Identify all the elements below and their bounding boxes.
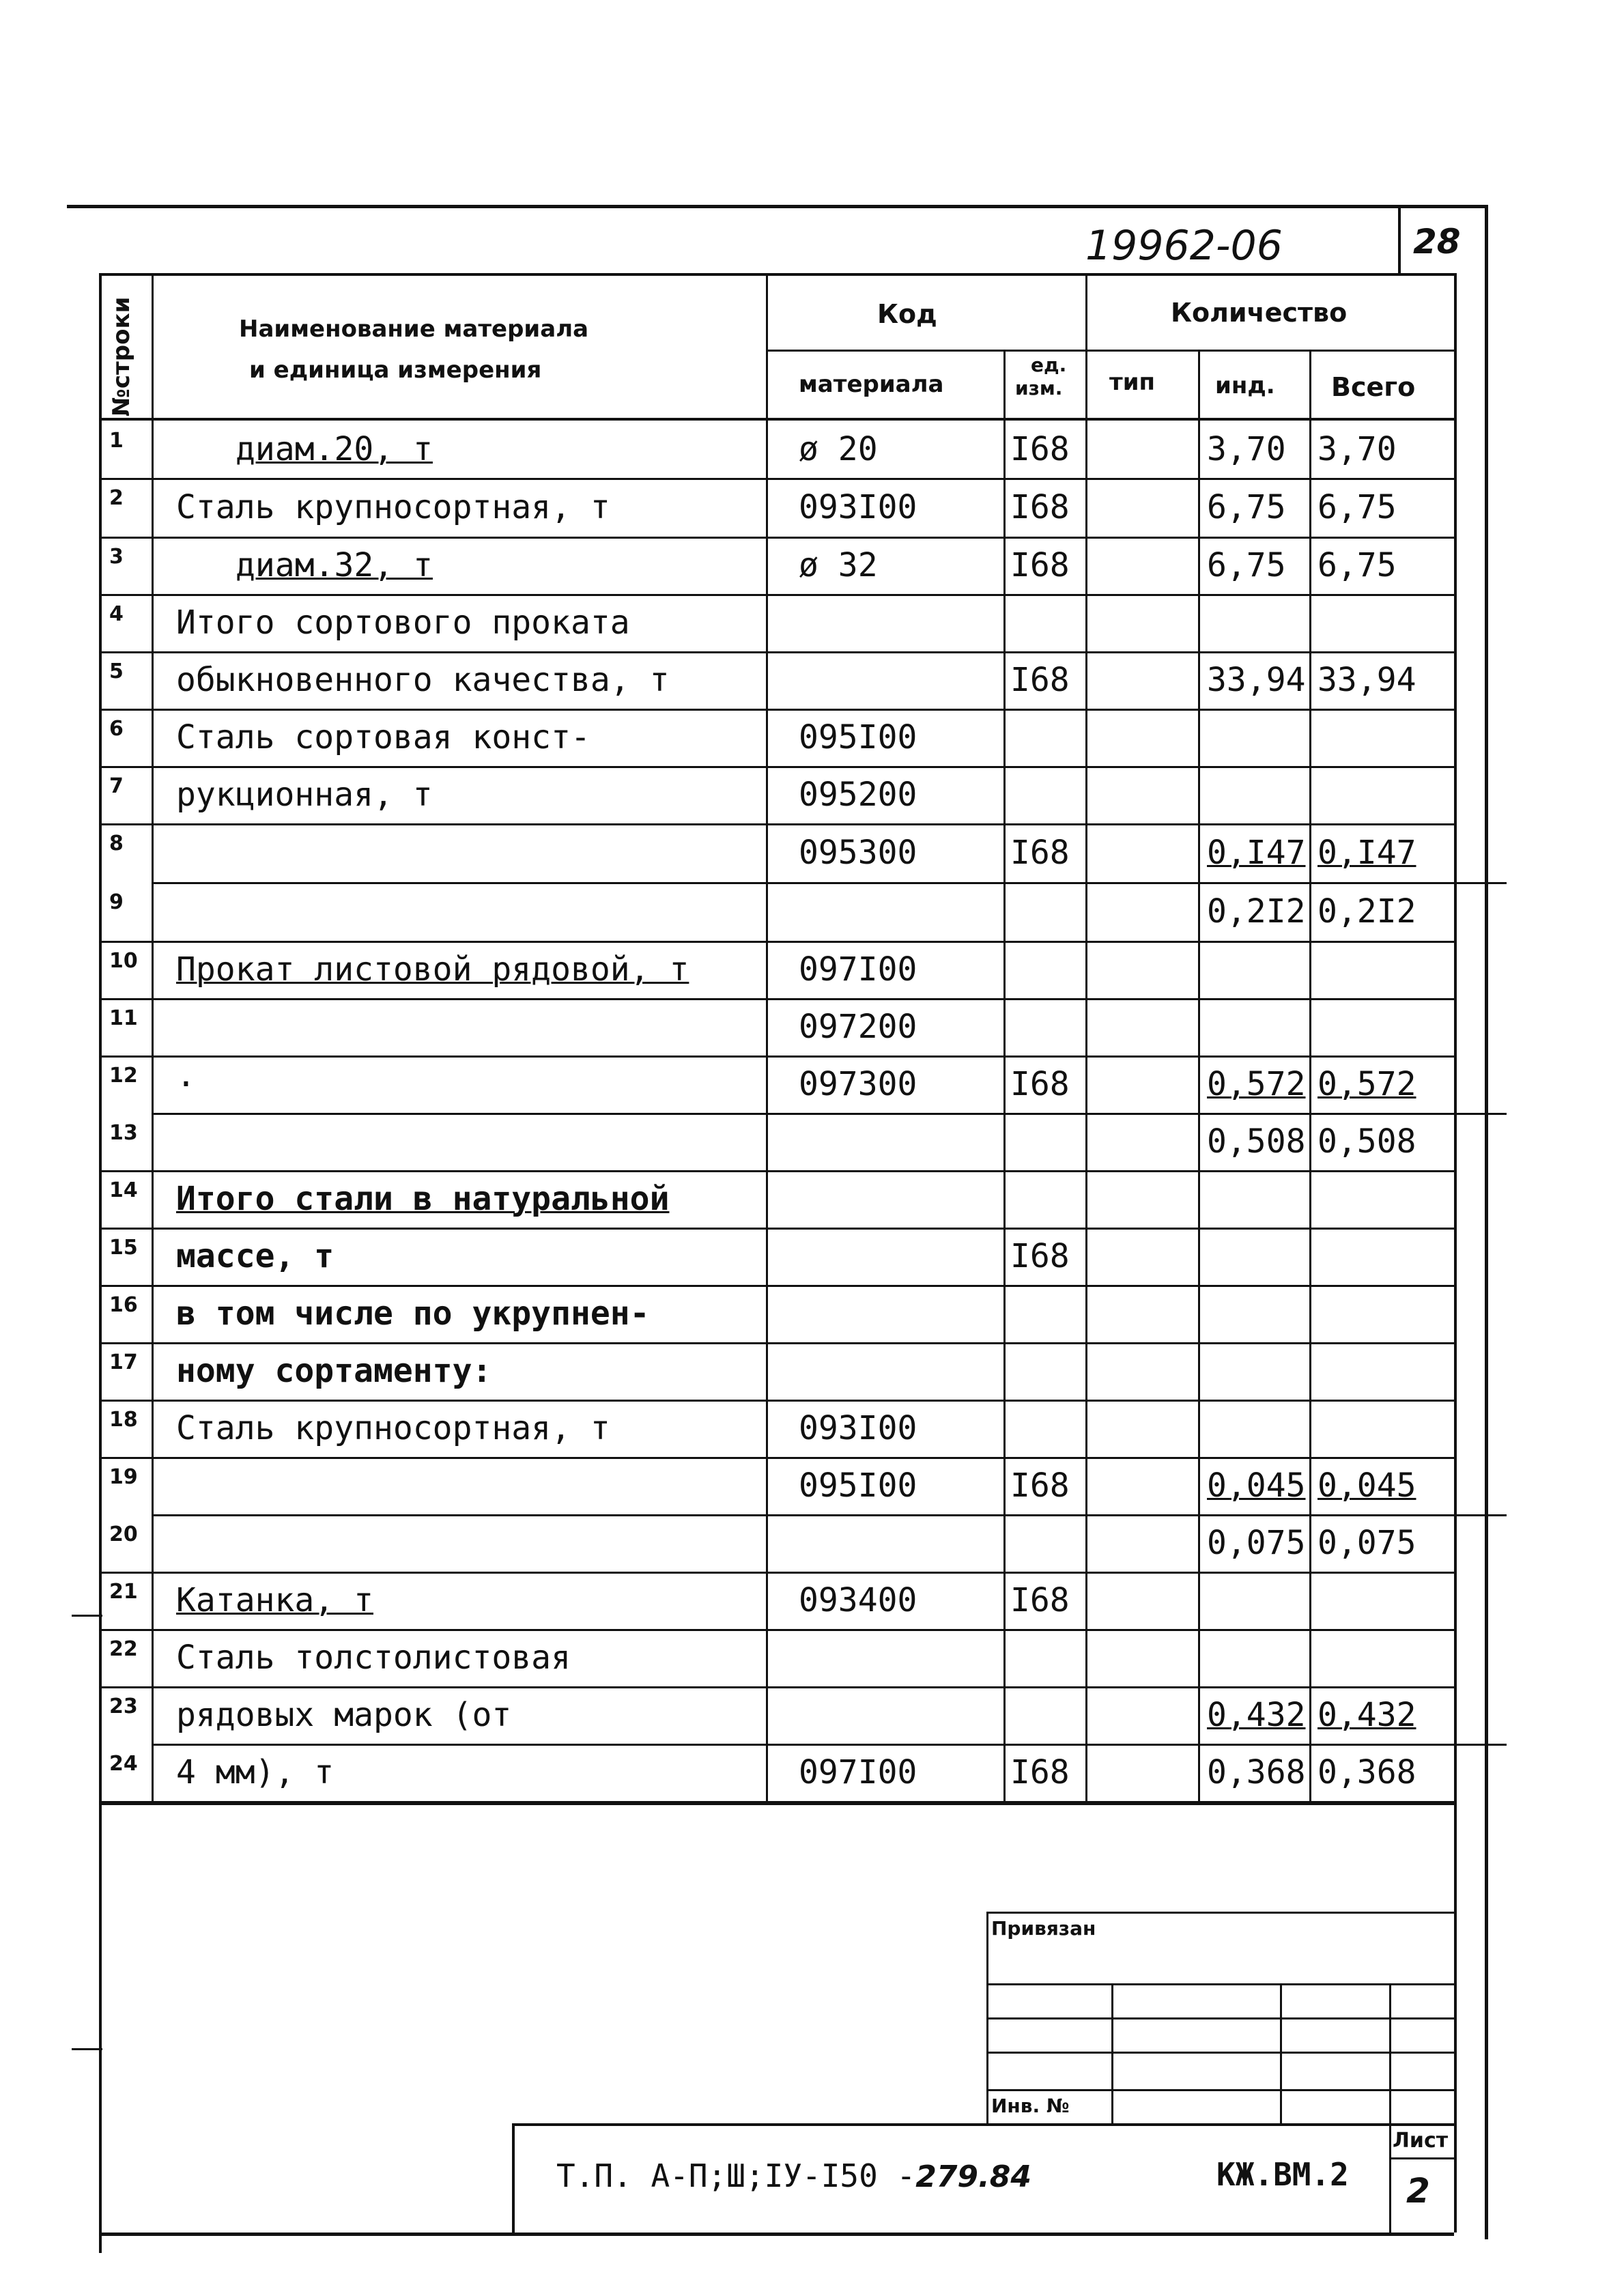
row-separator [99, 709, 1454, 711]
col-line-ind [1309, 350, 1311, 1802]
header-mid-line [766, 350, 1454, 352]
row-separator [99, 478, 1454, 480]
quantity-ind: 0,508 [1207, 1122, 1306, 1161]
row-separator [99, 594, 1454, 596]
quantity-header: Количество [1171, 298, 1348, 328]
row-separator [99, 1342, 1454, 1344]
row-number: 8 [109, 832, 124, 855]
row-number: 23 [109, 1695, 138, 1718]
row-separator [99, 1055, 1454, 1058]
col-line-type [1198, 350, 1200, 1802]
material-code: ø 20 [799, 430, 878, 468]
header-bottom-line [99, 418, 1454, 421]
quantity-ind: 0,368 [1207, 1753, 1306, 1791]
unit-header-line2: изм. [1015, 377, 1063, 399]
material-code: 097I00 [799, 1753, 917, 1791]
page-box-left [1398, 205, 1401, 273]
name-header-line1: Наименование материала [239, 315, 589, 343]
quantity-total: 0,572 [1317, 1065, 1416, 1103]
project-code-text: Т.П. А-П;Ш;IУ-I50 - [556, 2157, 916, 2194]
title-block-left [512, 2123, 515, 2236]
row-number: 19 [109, 1465, 138, 1489]
sheet-bottom-rule [99, 2233, 1454, 2236]
row-number: 4 [109, 602, 124, 626]
quantity-ind: 0,572 [1207, 1065, 1306, 1103]
material-code: 097200 [799, 1008, 917, 1046]
material-name: Сталь крупносортная, т [176, 1409, 610, 1447]
row-separator [99, 998, 1454, 1000]
title-block-sheet-divider [1389, 2123, 1391, 2236]
material-name: Сталь толстолистовая [176, 1639, 571, 1677]
row-separator [99, 1629, 1454, 1631]
row-separator [99, 1228, 1454, 1230]
quantity-ind: 6,75 [1207, 546, 1286, 584]
stamp-col2 [1280, 1983, 1282, 2123]
material-name: 4 мм), т [176, 1753, 334, 1791]
unit-code: I68 [1010, 1065, 1070, 1103]
material-header: материала [799, 371, 944, 398]
material-name: ному сортаменту: [176, 1352, 492, 1390]
row-separator [152, 1514, 1507, 1516]
material-code: 093400 [799, 1581, 917, 1619]
row-number: 13 [109, 1121, 138, 1145]
quantity-ind: 3,70 [1207, 430, 1286, 468]
quantity-ind: 0,045 [1207, 1466, 1306, 1505]
sheet-number: 2 [1406, 2171, 1430, 2211]
project-code-hand: 279.84 [915, 2159, 1031, 2194]
row-number: 1 [109, 429, 124, 453]
quantity-total: 0,075 [1317, 1524, 1416, 1562]
row-separator [99, 1686, 1454, 1688]
row-number: 16 [109, 1293, 138, 1317]
quantity-ind: 0,075 [1207, 1524, 1306, 1562]
row-number: 6 [109, 717, 124, 741]
row-number: 7 [109, 774, 124, 798]
unit-code: I68 [1010, 488, 1070, 526]
unit-header-line1: ед. [1031, 354, 1067, 376]
row-separator [152, 1113, 1507, 1115]
row-separator [99, 823, 1454, 825]
material-name: рядовых марок (от [176, 1696, 512, 1734]
row-separator [99, 1457, 1454, 1459]
margin-tick-1 [72, 1615, 102, 1617]
row-number: 9 [109, 890, 124, 914]
stamp-row4 [986, 2089, 1454, 2091]
row-number: 10 [109, 949, 138, 973]
material-name: массе, т [176, 1237, 334, 1275]
material-code: 093I00 [799, 1409, 917, 1447]
sheet-label: Лист [1393, 2129, 1449, 2153]
material-name: рукционная, т [176, 776, 433, 814]
row-separator [99, 1572, 1454, 1574]
row-number: 18 [109, 1408, 138, 1432]
row-separator [99, 1170, 1454, 1172]
row-number: 21 [109, 1580, 138, 1604]
table-top [99, 273, 1454, 276]
ind-header: инд. [1215, 372, 1275, 399]
material-name: обыкновенного качества, т [176, 661, 670, 699]
quantity-total: 33,94 [1317, 661, 1416, 699]
material-code: 095200 [799, 776, 917, 814]
code-header: Код [877, 299, 937, 329]
row-number: 12 [109, 1064, 138, 1088]
quantity-total: 0,432 [1317, 1696, 1416, 1734]
material-name: Прокат листовой рядовой, т [176, 950, 689, 989]
material-name: Сталь сортовая конст- [176, 718, 590, 756]
material-code: 097300 [799, 1065, 917, 1103]
title-block-sheet-line [1389, 2157, 1454, 2159]
type-header: тип [1109, 369, 1156, 396]
material-name: в том числе по укрупнен- [176, 1294, 650, 1333]
material-name: Итого сортового проката [176, 604, 630, 642]
page-number: 28 [1413, 222, 1461, 261]
row-number: 15 [109, 1236, 138, 1260]
drawing-code: КЖ.ВМ.2 [1216, 2156, 1349, 2193]
stamp-bound-label: Привязан [991, 1917, 1096, 1940]
quantity-ind: 6,75 [1207, 488, 1286, 526]
row-number: 24 [109, 1752, 138, 1776]
page-box-right [1485, 205, 1488, 2239]
name-header-line2: и единица измерения [249, 356, 542, 384]
table-bottom-rule [99, 1802, 1454, 1805]
table-left [99, 273, 102, 2253]
top-rule [67, 205, 1487, 208]
margin-tick-2 [72, 2048, 102, 2050]
row-number: 3 [109, 545, 124, 569]
material-name: Катанка, т [176, 1581, 373, 1619]
quantity-total: 3,70 [1317, 430, 1397, 468]
stamp-col1 [1111, 1983, 1113, 2123]
material-code: 095I00 [799, 718, 917, 756]
total-header: Всего [1331, 372, 1416, 402]
unit-code: I68 [1010, 834, 1070, 872]
stamp-inv-label: Инв. № [991, 2095, 1070, 2117]
row-number: 5 [109, 660, 124, 683]
title-block-top [512, 2123, 1454, 2126]
row-separator [99, 941, 1454, 943]
material-name: Итого стали в натуральной [176, 1180, 670, 1218]
stamp-top [986, 1912, 1454, 1914]
stamp-row2 [986, 2017, 1454, 2019]
table-right [1454, 273, 1457, 2233]
row-separator [99, 537, 1454, 539]
material-code: ø 32 [799, 546, 878, 584]
material-name: диам.32, т [236, 546, 433, 584]
quantity-ind: 0,432 [1207, 1696, 1306, 1734]
project-code [556, 2157, 1031, 2194]
material-code: 095300 [799, 834, 917, 872]
row-number: 14 [109, 1178, 138, 1202]
material-name: диам.20, т [236, 430, 433, 468]
quantity-ind: 33,94 [1207, 661, 1306, 699]
quantity-total: 0,I47 [1317, 834, 1416, 872]
unit-code: I68 [1010, 1237, 1070, 1275]
row-number-header: №строки [108, 296, 135, 416]
row-number: 20 [109, 1522, 138, 1546]
stamp-col3 [1389, 1983, 1391, 2123]
row-separator [99, 1285, 1454, 1287]
material-name: · [176, 1065, 196, 1103]
doc-number: 19962-06 [1085, 222, 1283, 270]
row-separator [152, 882, 1507, 884]
material-code: 095I00 [799, 1466, 917, 1505]
unit-code: I68 [1010, 546, 1070, 584]
row-separator [152, 1744, 1507, 1746]
unit-code: I68 [1010, 1581, 1070, 1619]
row-number: 22 [109, 1637, 138, 1661]
quantity-total: 0,2I2 [1317, 892, 1416, 931]
quantity-total: 0,368 [1317, 1753, 1416, 1791]
row-separator [99, 651, 1454, 653]
quantity-total: 0,508 [1317, 1122, 1416, 1161]
row-number: 2 [109, 486, 124, 510]
row-number: 11 [109, 1006, 138, 1030]
unit-code: I68 [1010, 1753, 1070, 1791]
quantity-total: 6,75 [1317, 488, 1397, 526]
material-code: 097I00 [799, 950, 917, 989]
quantity-total: 6,75 [1317, 546, 1397, 584]
quantity-ind: 0,I47 [1207, 834, 1306, 872]
unit-code: I68 [1010, 661, 1070, 699]
row-separator [99, 766, 1454, 768]
quantity-total: 0,045 [1317, 1466, 1416, 1505]
material-name: Сталь крупносортная, т [176, 488, 610, 526]
unit-code: I68 [1010, 430, 1070, 468]
stamp-row3 [986, 2052, 1454, 2054]
stamp-row1 [986, 1983, 1454, 1985]
row-separator [99, 1400, 1454, 1402]
quantity-ind: 0,2I2 [1207, 892, 1306, 931]
unit-code: I68 [1010, 1466, 1070, 1505]
col-line-code [1003, 350, 1006, 1802]
material-code: 093I00 [799, 488, 917, 526]
row-number: 17 [109, 1350, 138, 1374]
